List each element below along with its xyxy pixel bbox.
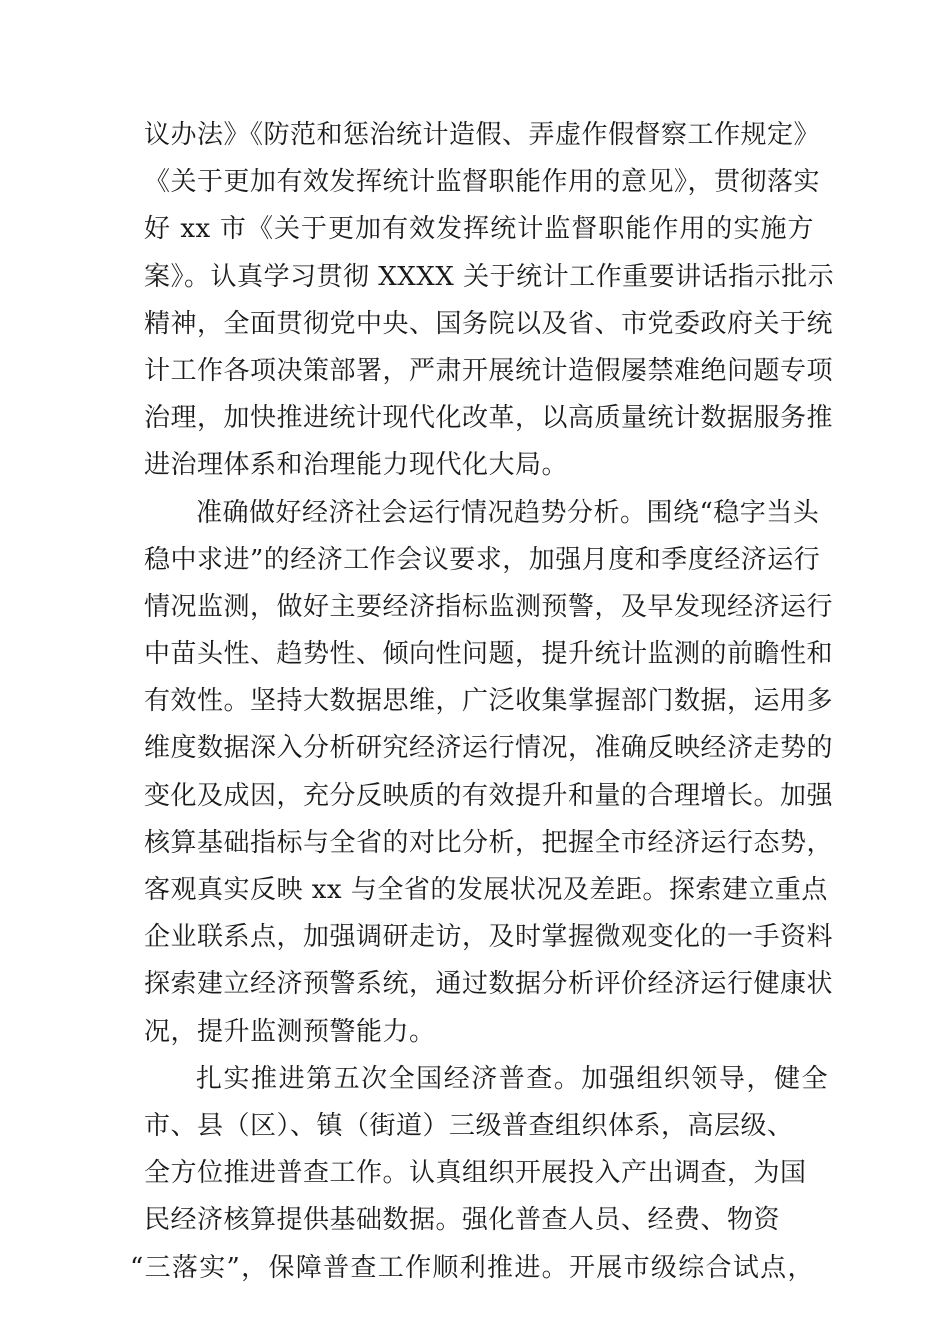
- text-line: 稳中求进”的经济工作会议要求，加强月度和季度经济运行: [144, 544, 821, 575]
- text-line: 进治理体系和治理能力现代化大局。: [144, 450, 569, 481]
- text-line: 计工作各项决策部署，严肃开展统计造假屡禁难绝问题专项: [144, 355, 834, 386]
- text-line: 探索建立经济预警系统，通过数据分析评价经济运行健康状: [144, 969, 834, 1000]
- text-line: 民经济核算提供基础数据。强化普查人员、经费、物资: [144, 1205, 781, 1236]
- text-line: 《关于更加有效发挥统计监督职能作用的意见》，贯彻落实: [144, 167, 821, 198]
- paragraph-1: [144, 112, 835, 490]
- text-line: 治理，加快推进统计现代化改革，以高质量统计数据服务推: [144, 403, 834, 434]
- text-line: 扎实推进第五次全国经济普查。加强组织领导，健全: [196, 1063, 828, 1094]
- text-line: 中苗头性、趋势性、倾向性问题，提升统计监测的前瞻性和: [144, 639, 834, 670]
- text-line: “三落实”，保障普查工作顺利推进。开展市级综合试点，: [130, 1252, 814, 1283]
- text-line: 况，提升监测预警能力。: [144, 1016, 436, 1047]
- paragraph-2: [144, 490, 834, 1056]
- text-line: 议办法》《防范和惩治统计造假、弄虚作假督察工作规定》: [144, 120, 821, 150]
- text-line: 核算基础指标与全省的对比分析，把握全市经济运行态势，: [144, 827, 834, 858]
- text-line: 企业联系点，加强调研走访，及时掌握微观变化的一手资料: [144, 922, 834, 953]
- text-line: 情况监测，做好主要经济指标监测预警，及早发现经济运行: [144, 591, 834, 622]
- text-line: 精神，全面贯彻党中央、国务院以及省、市党委政府关于统: [144, 308, 834, 339]
- paragraph-3: [130, 1056, 828, 1292]
- body-text: [130, 112, 835, 1292]
- text-line: 有效性。坚持大数据思维，广泛收集掌握部门数据，运用多: [144, 686, 834, 717]
- text-line: 客观真实反映 xx 与全省的发展状况及差距。探索建立重点: [144, 875, 828, 905]
- text-line: 好 xx 市《关于更加有效发挥统计监督职能作用的实施方: [144, 214, 814, 245]
- text-line: 案》。认真学习贯彻 XXXX 关于统计工作重要讲话指示批示: [144, 261, 835, 292]
- text-line: 市、县（区）、镇（街道）三级普查组织体系，高层级、: [144, 1110, 794, 1141]
- text-line: 维度数据深入分析研究经济运行情况，准确反映经济走势的: [144, 733, 834, 764]
- text-line: 准确做好经济社会运行情况趋势分析。围绕“稳字当头: [196, 497, 820, 528]
- text-line: 全方位推进普查工作。认真组织开展投入产出调查，为国: [144, 1158, 807, 1189]
- text-line: 变化及成因，充分反映质的有效提升和量的合理增长。加强: [144, 780, 834, 811]
